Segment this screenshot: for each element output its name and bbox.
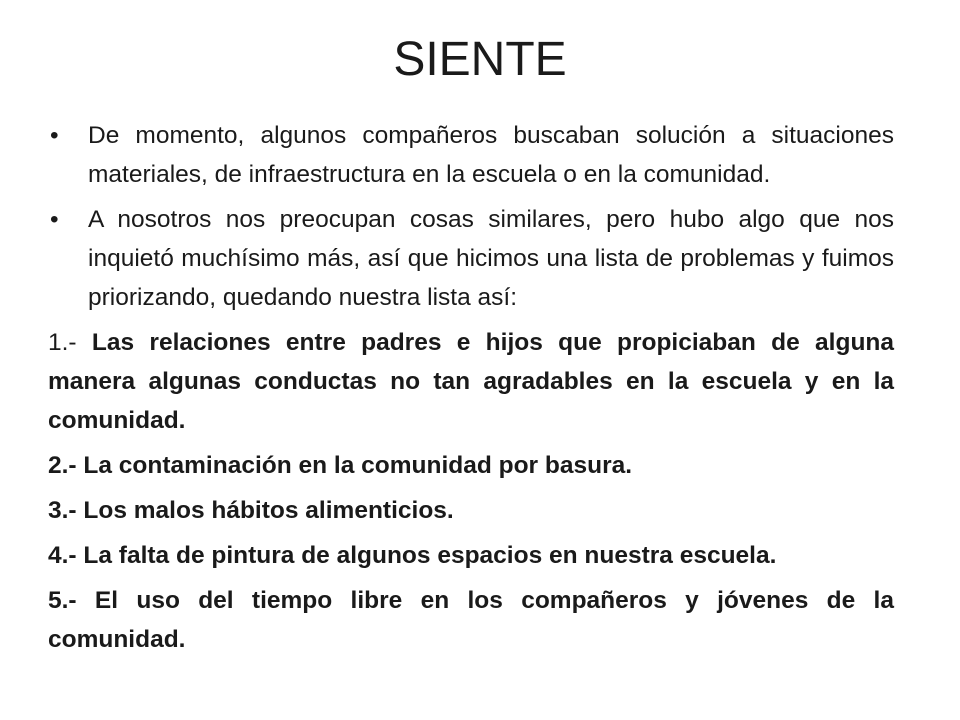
bullet-text: A nosotros nos preocupan cosas similares, pero hubo algo que nos inquietó muchísimo más, así que hicimos una lista de problemas y fuimos priorizando, quedando nuestra lista así: [88, 206, 894, 311]
bullet-icon: • [50, 206, 59, 233]
list-item [48, 323, 894, 440]
item-text: Los malos hábitos alimenticios. [76, 497, 454, 524]
slide-content [48, 116, 894, 665]
bullet-item [48, 200, 894, 317]
bullet-text: De momento, algunos compañeros buscaban solución a situaciones materiales, de infraestructura en la escuela o en la comunidad. [88, 122, 894, 188]
item-number: 5.- [48, 587, 77, 614]
list-item [48, 536, 894, 575]
list-item [48, 491, 894, 530]
list-item [48, 446, 894, 485]
item-text: La contaminación en la comunidad por basura. [76, 452, 633, 479]
item-text: Las relaciones entre padres e hijos que propiciaban de alguna manera algunas conductas no tan agradables en la escuela y en la comunidad. [48, 329, 894, 434]
list-item [48, 581, 894, 659]
bullet-item [48, 116, 894, 194]
item-number: 3.- [48, 497, 77, 524]
item-number: 1.- [48, 329, 77, 356]
slide-title: SIENTE [393, 33, 567, 86]
item-number: 2.- [48, 452, 77, 479]
item-text: La falta de pintura de algunos espacios en nuestra escuela. [76, 542, 777, 569]
bullet-icon: • [50, 122, 59, 149]
item-text: El uso del tiempo libre en los compañeros y jóvenes de la comunidad. [48, 587, 894, 653]
item-number: 4.- [48, 542, 77, 569]
